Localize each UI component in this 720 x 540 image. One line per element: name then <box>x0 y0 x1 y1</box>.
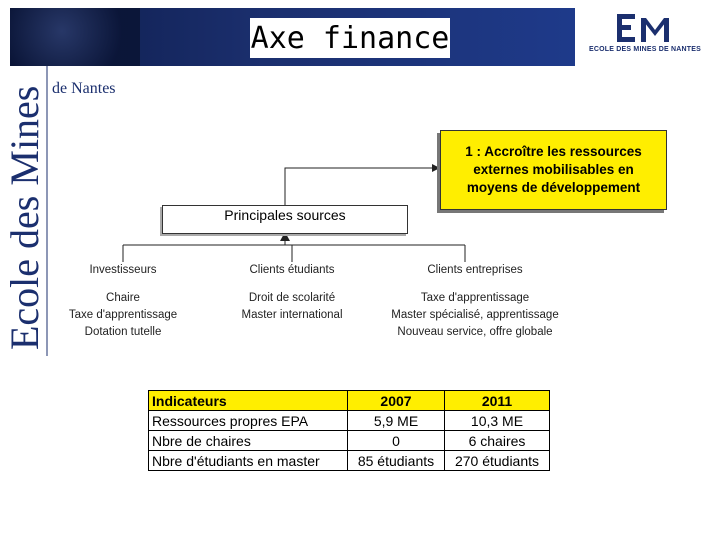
table-cell: 5,9 ME <box>348 411 445 431</box>
column-item: Nouveau service, offre globale <box>397 326 553 338</box>
column-item: Master spécialisé, apprentissage <box>391 309 559 321</box>
logo-mark-icon <box>615 12 675 44</box>
table-cell: 85 étudiants <box>348 451 445 471</box>
objective-line: externes mobilisables en <box>473 161 634 177</box>
page-title: Axe finance <box>250 20 450 56</box>
column-item: Taxe d'apprentissage <box>68 309 178 321</box>
table-row <box>149 411 550 431</box>
table-cell: 0 <box>348 431 445 451</box>
school-logo <box>580 10 710 60</box>
table-cell: Nbre de chaires <box>149 431 348 451</box>
table-header: Indicateurs <box>149 391 348 411</box>
sources-box: Principales sources <box>162 205 408 234</box>
table-header: 2011 <box>445 391 550 411</box>
column-head: Clients étudiants <box>249 264 335 276</box>
logo-text: ECOLE DES MINES DE NANTES <box>589 46 701 53</box>
header-banner <box>10 8 575 66</box>
column-item: Master international <box>241 309 343 321</box>
school-subtitle: de Nantes <box>52 80 116 97</box>
table-cell: 10,3 ME <box>445 411 550 431</box>
table-cell: Nbre d'étudiants en master <box>149 451 348 471</box>
table-cell: 270 étudiants <box>445 451 550 471</box>
table-row <box>149 431 550 451</box>
column-head: Investisseurs <box>89 264 157 276</box>
table-header-row <box>149 391 550 411</box>
column-clients-etudiants <box>222 264 362 324</box>
column-item: Taxe d'apprentissage <box>420 292 530 304</box>
column-item: Dotation tutelle <box>84 326 162 338</box>
table-cell: 6 chaires <box>445 431 550 451</box>
column-clients-entreprises <box>375 264 575 341</box>
objective-line: 1 : Accroître les ressources <box>465 143 642 159</box>
indicators-table <box>148 390 550 471</box>
objective-line: moyens de développement <box>466 180 641 196</box>
column-item: Chaire <box>106 292 140 304</box>
table-header: 2007 <box>348 391 445 411</box>
title-box <box>250 18 450 58</box>
vertical-school-name: Ecole des Mines <box>2 85 47 350</box>
column-item: Droit de scolarité <box>248 292 336 304</box>
column-investisseurs <box>58 264 188 341</box>
column-head: Clients entreprises <box>427 264 523 276</box>
header-image <box>10 8 140 66</box>
table-row <box>149 451 550 471</box>
objective-box <box>440 130 667 210</box>
table-cell: Ressources propres EPA <box>149 411 348 431</box>
